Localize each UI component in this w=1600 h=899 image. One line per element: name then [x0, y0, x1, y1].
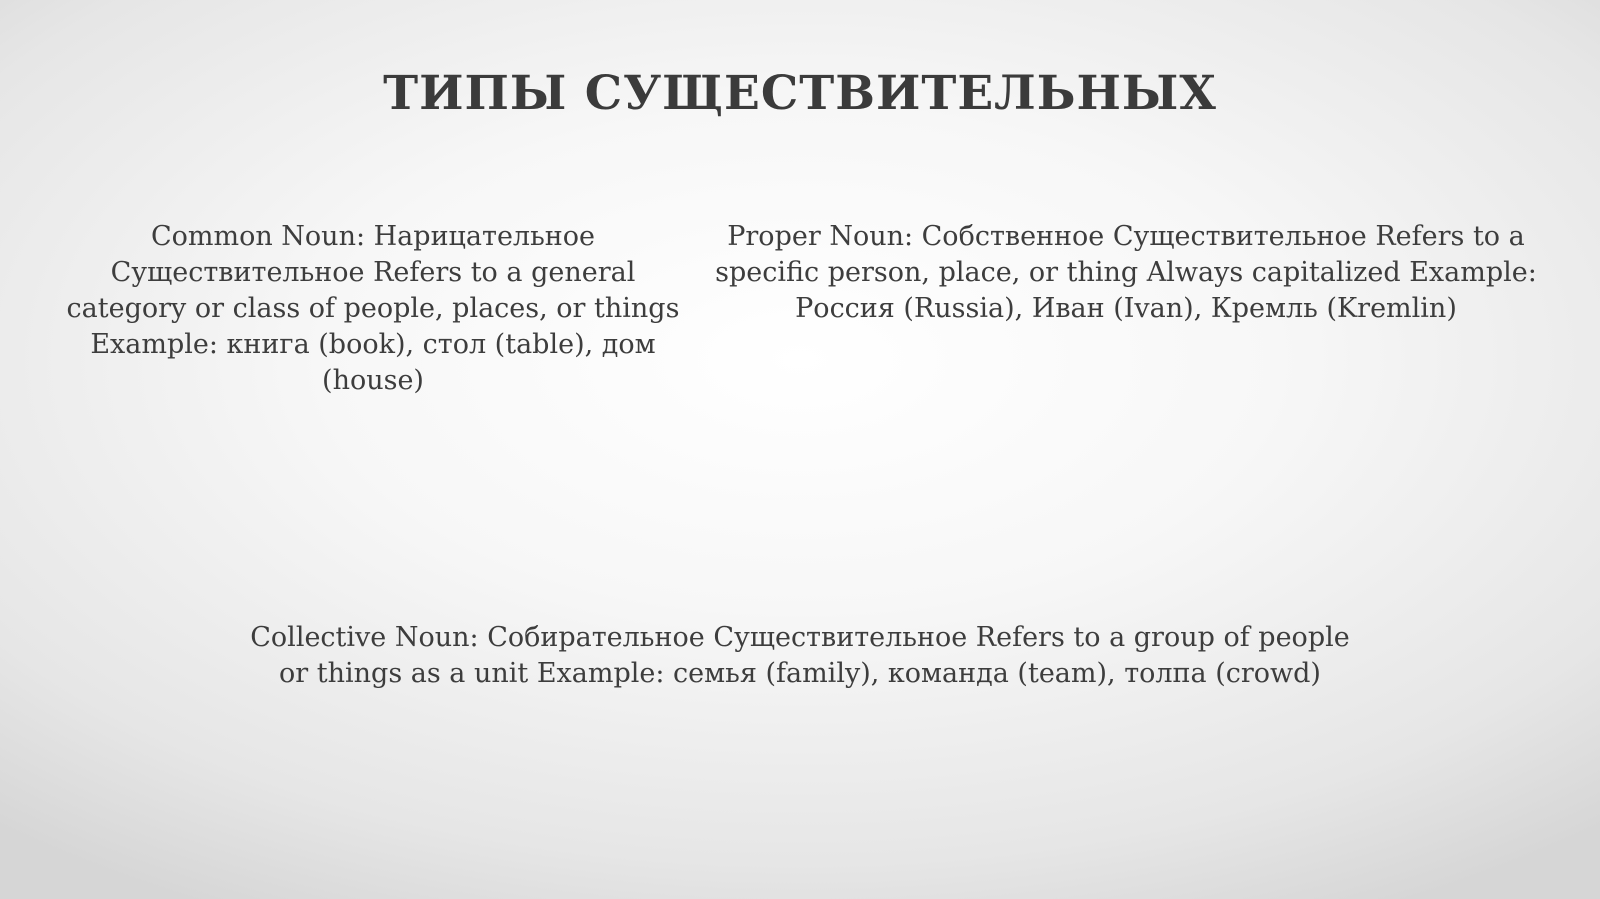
- collective-noun-text: Collective Noun: Собирательное Существительное Refers to a group of people or things as a unit Example: семья (family), команда (team), толпа (crowd): [250, 622, 1350, 689]
- common-noun-text: Common Noun: Нарицательное Существительное Refers to a general category or class of people, places, or things Example: книга (book), стол (table), дом (house): [66, 221, 680, 396]
- slide-title: ТИПЫ СУЩЕСТВИТЕЛЬНЫХ: [383, 66, 1217, 121]
- proper-noun-text: Proper Noun: Собственное Существительное Refers to a specific person, place, or thing Always capitalized Example: Россия (Russia), Иван (Ivan), Кремль (Kremlin): [715, 221, 1537, 324]
